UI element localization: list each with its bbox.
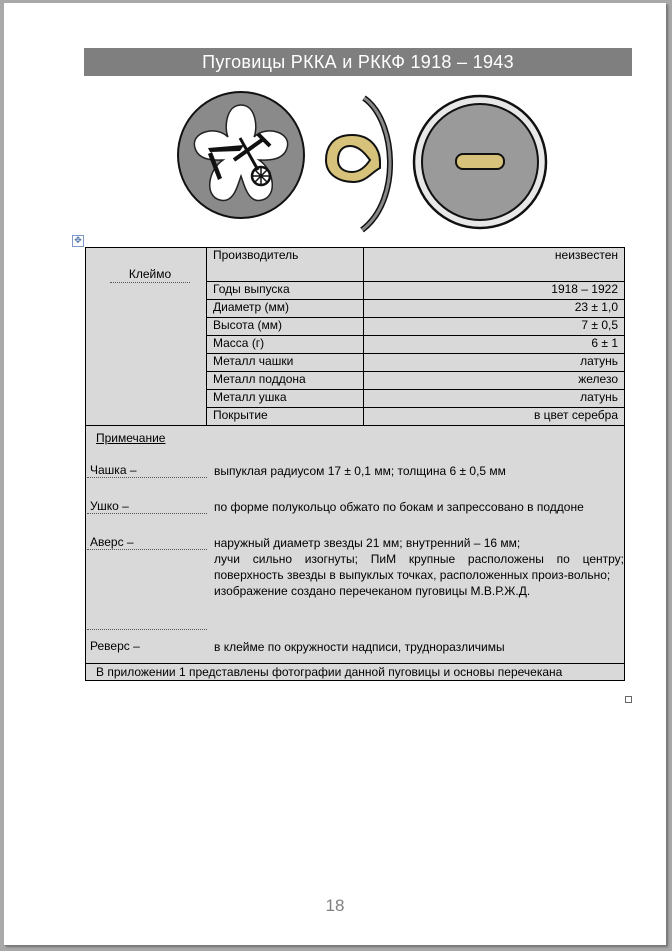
- spec-value: железо: [364, 372, 625, 390]
- spec-label: Металл поддона: [207, 372, 364, 390]
- divider: [87, 513, 207, 514]
- notes-header: Примечание: [96, 431, 166, 445]
- spec-label: Высота (мм): [207, 318, 364, 336]
- spec-label: Масса (г): [207, 336, 364, 354]
- cup-text: выпуклая радиусом 17 ± 0,1 мм; толщина 6 ± 0,5 мм: [214, 464, 506, 478]
- spec-value: 1918 – 1922: [364, 282, 625, 300]
- reverse-text: в клейме по окружности надписи, трудноразличимы: [214, 640, 505, 654]
- table-move-handle-icon[interactable]: ✥: [72, 235, 84, 247]
- spec-value: неизвестен: [364, 248, 625, 282]
- spec-value: латунь: [364, 390, 625, 408]
- spec-value: 6 ± 1: [364, 336, 625, 354]
- spec-label: Диаметр (мм): [207, 300, 364, 318]
- spec-label: Металл чашки: [207, 354, 364, 372]
- divider: [87, 549, 207, 550]
- spec-label: Покрытие: [207, 408, 364, 426]
- obverse-text: [214, 535, 624, 599]
- spec-label: Металл ушка: [207, 390, 364, 408]
- spec-value: 7 ± 0,5: [364, 318, 625, 336]
- spec-label: Производитель: [207, 248, 364, 282]
- spec-value: в цвет серебра: [364, 408, 625, 426]
- stamp-label: Клеймо: [110, 267, 190, 283]
- specs-table: [85, 247, 625, 681]
- spec-value: латунь: [364, 354, 625, 372]
- shank-profile-image: [326, 98, 390, 230]
- obverse-image: [178, 92, 304, 218]
- spec-label: Годы выпуска: [207, 282, 364, 300]
- page-title: Пуговицы РККА и РККФ 1918 – 1943: [84, 48, 632, 76]
- page-number: 18: [325, 896, 345, 915]
- spec-value: 23 ± 1,0: [364, 300, 625, 318]
- divider: [87, 629, 207, 630]
- cup-label: Чашка –: [90, 463, 137, 477]
- shank-label: Ушко –: [90, 499, 129, 513]
- obverse-line: наружный диаметр звезды 21 мм; внутренний – 16 мм;: [214, 536, 521, 550]
- reverse-image: [414, 96, 546, 228]
- stamp-cell: [86, 248, 207, 426]
- shank-text: по форме полукольцо обжато по бокам и запрессовано в поддоне: [214, 500, 584, 514]
- obverse-line: лучи сильно изогнуты; ПиМ крупные расположены по центру; поверхность звезды в выпуклых точках, расположенных произ-вольно;: [214, 552, 624, 582]
- table-resize-handle[interactable]: [625, 696, 632, 703]
- button-illustrations: [174, 90, 554, 235]
- obverse-label: Аверс –: [90, 535, 134, 549]
- obverse-line: изображение создано перечеканом пуговицы М.В.Р.Ж.Д.: [214, 584, 531, 598]
- notes-section: [85, 426, 625, 664]
- reverse-label: Реверс –: [90, 639, 140, 653]
- document-page: [4, 3, 666, 945]
- divider: [87, 477, 207, 478]
- appendix-note: В приложении 1 представлены фотографии данной пуговицы и основы перечекана: [85, 664, 625, 681]
